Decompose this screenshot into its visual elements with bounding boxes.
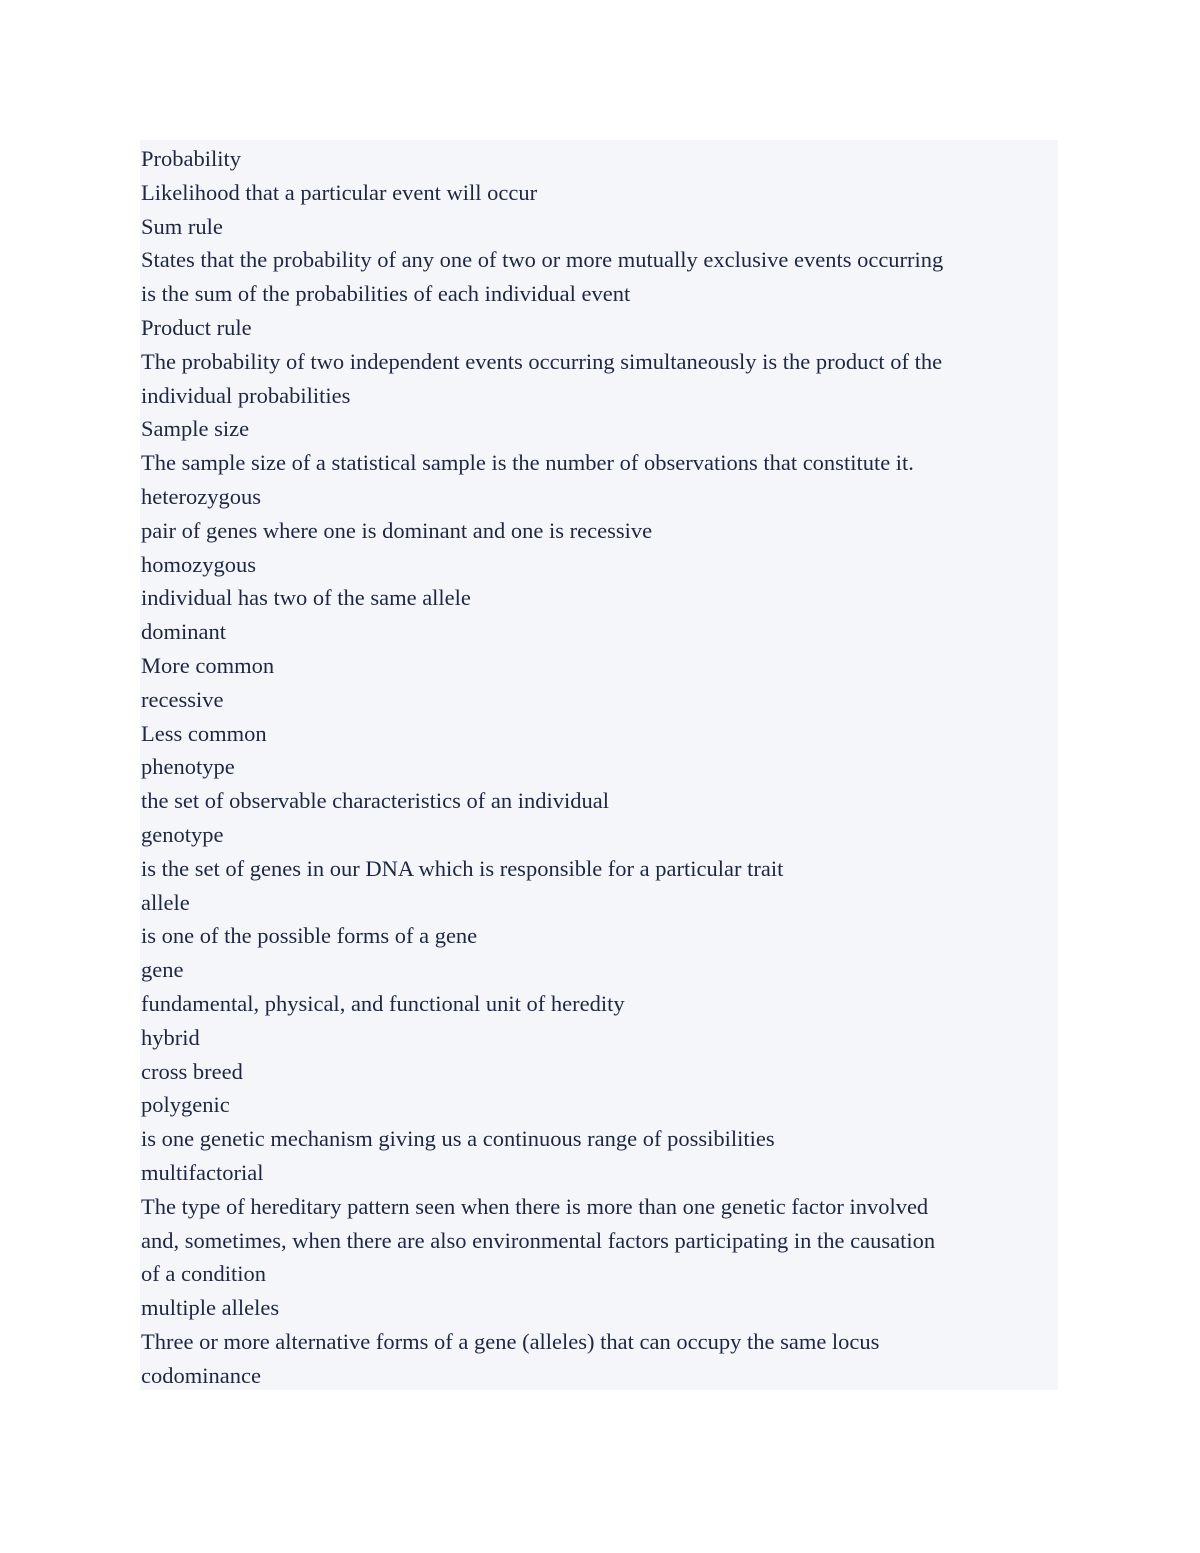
term-phenotype: phenotype (141, 754, 235, 780)
definition-heterozygous: pair of genes where one is dominant and one is recessive (141, 517, 653, 543)
definition-allele: is one of the possible forms of a gene (141, 923, 478, 949)
term-recessive: recessive (141, 686, 224, 712)
term-sum-rule: Sum rule (141, 213, 223, 239)
term-multiple-alleles: multiple alleles (141, 1295, 280, 1321)
glossary-text-block (140, 140, 1058, 1390)
definition-homozygous: individual has two of the same allele (141, 585, 471, 611)
definition-sample-size: The sample size of a statistical sample is the number of observations that constitute it. (141, 450, 914, 476)
definition-hybrid: cross breed (141, 1058, 243, 1084)
term-product-rule: Product rule (141, 314, 252, 340)
term-multifactorial: multifactorial (141, 1159, 264, 1185)
term-gene: gene (141, 957, 184, 983)
definition-multifactorial-line-1: The type of hereditary pattern seen when there is more than one genetic factor involved (141, 1193, 929, 1219)
definition-product-rule-line-2: individual probabilities (141, 382, 351, 408)
term-homozygous: homozygous (141, 551, 256, 577)
definition-sum-rule-line-1: States that the probability of any one of two or more mutually exclusive events occurring (141, 247, 944, 273)
term-codominance: codominance (141, 1362, 261, 1388)
definition-product-rule-line-1: The probability of two independent events occurring simultaneously is the product of the (141, 348, 943, 374)
term-hybrid: hybrid (141, 1024, 200, 1050)
definition-multifactorial-line-2: and, sometimes, when there are also environmental factors participating in the causation (141, 1227, 936, 1253)
term-sample-size: Sample size (141, 416, 250, 442)
definition-genotype: is the set of genes in our DNA which is responsible for a particular trait (141, 855, 784, 881)
definition-multiple-alleles: Three or more alternative forms of a gene (alleles) that can occupy the same locus (141, 1328, 880, 1354)
term-allele: allele (141, 889, 190, 915)
definition-multifactorial-line-3: of a condition (141, 1261, 266, 1287)
definition-dominant: More common (141, 652, 275, 678)
definition-sum-rule-line-2: is the sum of the probabilities of each individual event (141, 281, 631, 307)
term-genotype: genotype (141, 821, 224, 847)
definition-recessive: Less common (141, 720, 267, 746)
definition-gene: fundamental, physical, and functional unit of heredity (141, 990, 625, 1016)
definition-phenotype: the set of observable characteristics of an individual (141, 788, 609, 814)
term-heterozygous: heterozygous (141, 483, 261, 509)
term-dominant: dominant (141, 619, 226, 645)
term-polygenic: polygenic (141, 1092, 230, 1118)
term-probability: Probability (141, 146, 241, 171)
definition-polygenic: is one genetic mechanism giving us a continuous range of possibilities (141, 1126, 775, 1152)
definition-probability: Likelihood that a particular event will occur (141, 179, 538, 205)
